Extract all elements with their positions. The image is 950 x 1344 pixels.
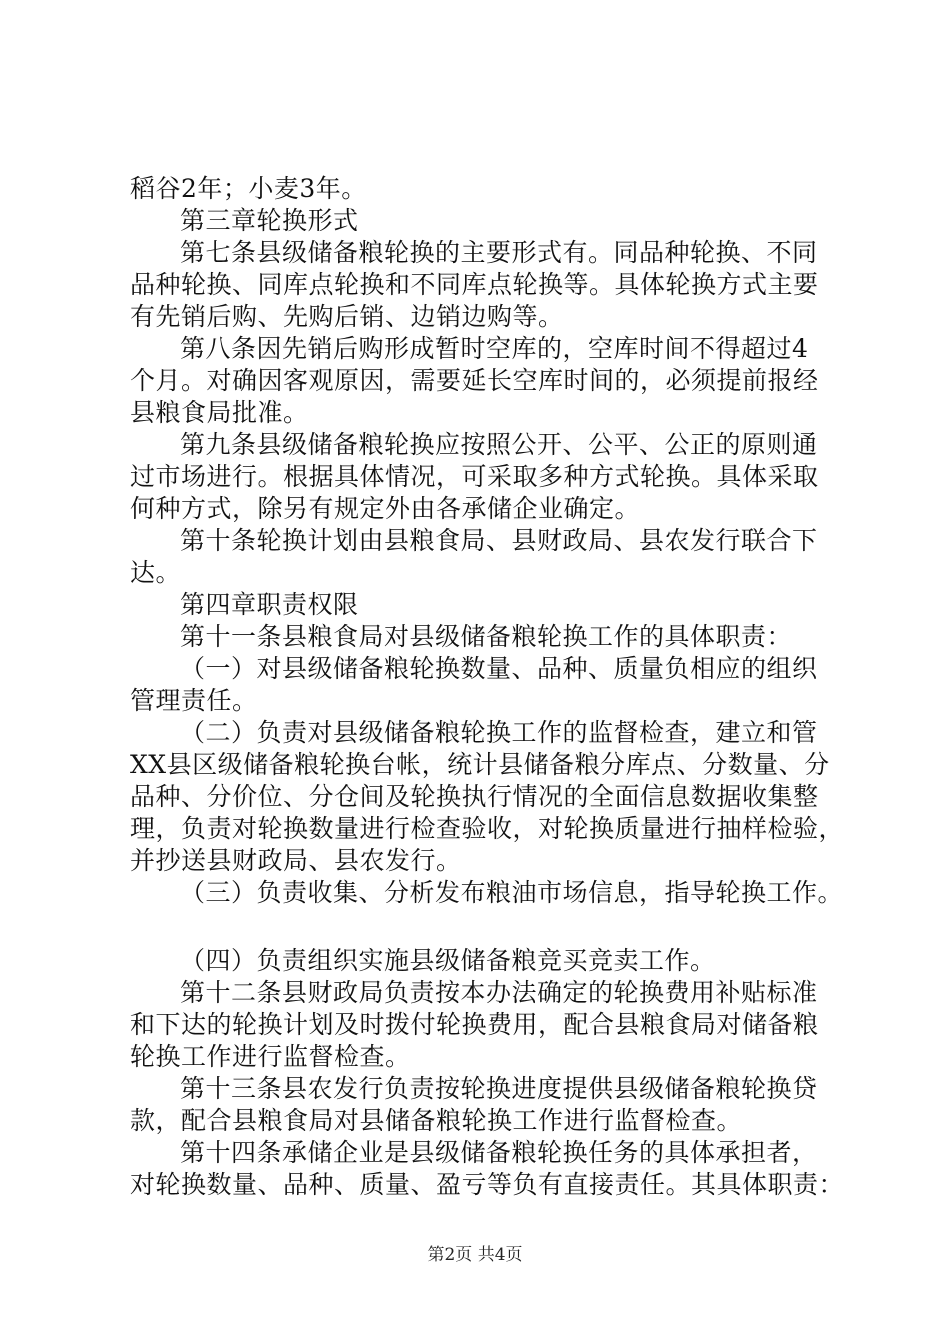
text-line: 第九条县级储备粮轮换应按照公开、公平、公正的原则通	[180, 430, 818, 459]
text-line: 达。	[130, 558, 182, 587]
text-line: 和下达的轮换计划及时拨付轮换费用，配合县粮食局对储备粮	[130, 1010, 819, 1039]
text-line: 管理责任。	[130, 686, 258, 715]
text-line: 有先销后购、先购后销、边销边购等。	[130, 302, 564, 331]
text-line: 对轮换数量、品种、质量、盈亏等负有直接责任。其具体职责：	[130, 1170, 845, 1199]
text-line: 何种方式，除另有规定外由各承储企业确定。	[130, 494, 641, 523]
text-line: 并抄送县财政局、县农发行。	[130, 846, 462, 875]
text-line: 第十二条县财政局负责按本办法确定的轮换费用补贴标准	[180, 978, 818, 1007]
chapter-heading: 第四章职责权限	[180, 590, 359, 619]
text-line: 第十四条承储企业是县级储备粮轮换任务的具体承担者，	[180, 1138, 818, 1167]
text-line: （四）负责组织实施县级储备粮竞买竞卖工作。	[180, 946, 716, 975]
text-line: 品种、分价位、分仓间及轮换执行情况的全面信息数据收集整	[130, 782, 819, 811]
text-line: XX县区级储备粮轮换台帐，统计县储备粮分库点、分数量、分	[130, 750, 830, 779]
text-line: 第十条轮换计划由县粮食局、县财政局、县农发行联合下	[180, 526, 818, 555]
page-number-footer: 第2页 共4页	[427, 1245, 523, 1265]
text-line: （二）负责对县级储备粮轮换工作的监督检查，建立和管	[180, 718, 818, 747]
text-line: 个月。对确因客观原因，需要延长空库时间的，必须提前报经	[130, 366, 819, 395]
text-line: 轮换工作进行监督检查。	[130, 1042, 411, 1071]
text-line: （一）对县级储备粮轮换数量、品种、质量负相应的组织	[180, 654, 818, 683]
text-line: 款，配合县粮食局对县储备粮轮换工作进行监督检查。	[130, 1106, 743, 1135]
text-line: 第十一条县粮食局对县级储备粮轮换工作的具体职责：	[180, 622, 793, 651]
text-line: 稻谷2年；小麦3年。	[130, 174, 367, 203]
text-line: 县粮食局批准。	[130, 398, 309, 427]
text-line: 第八条因先销后购形成暂时空库的，空库时间不得超过4	[180, 334, 809, 363]
text-line: 第七条县级储备粮轮换的主要形式有。同品种轮换、不同	[180, 238, 818, 267]
text-line: 理，负责对轮换数量进行检查验收，对轮换质量进行抽样检验，	[130, 814, 845, 843]
text-line: 过市场进行。根据具体情况，可采取多种方式轮换。具体采取	[130, 462, 819, 491]
text-line: 第十三条县农发行负责按轮换进度提供县级储备粮轮换贷	[180, 1074, 818, 1103]
chapter-heading: 第三章轮换形式	[180, 206, 359, 235]
text-line: （三）负责收集、分析发布粮油市场信息，指导轮换工作。	[180, 878, 844, 907]
text-line: 品种轮换、同库点轮换和不同库点轮换等。具体轮换方式主要	[130, 270, 819, 299]
